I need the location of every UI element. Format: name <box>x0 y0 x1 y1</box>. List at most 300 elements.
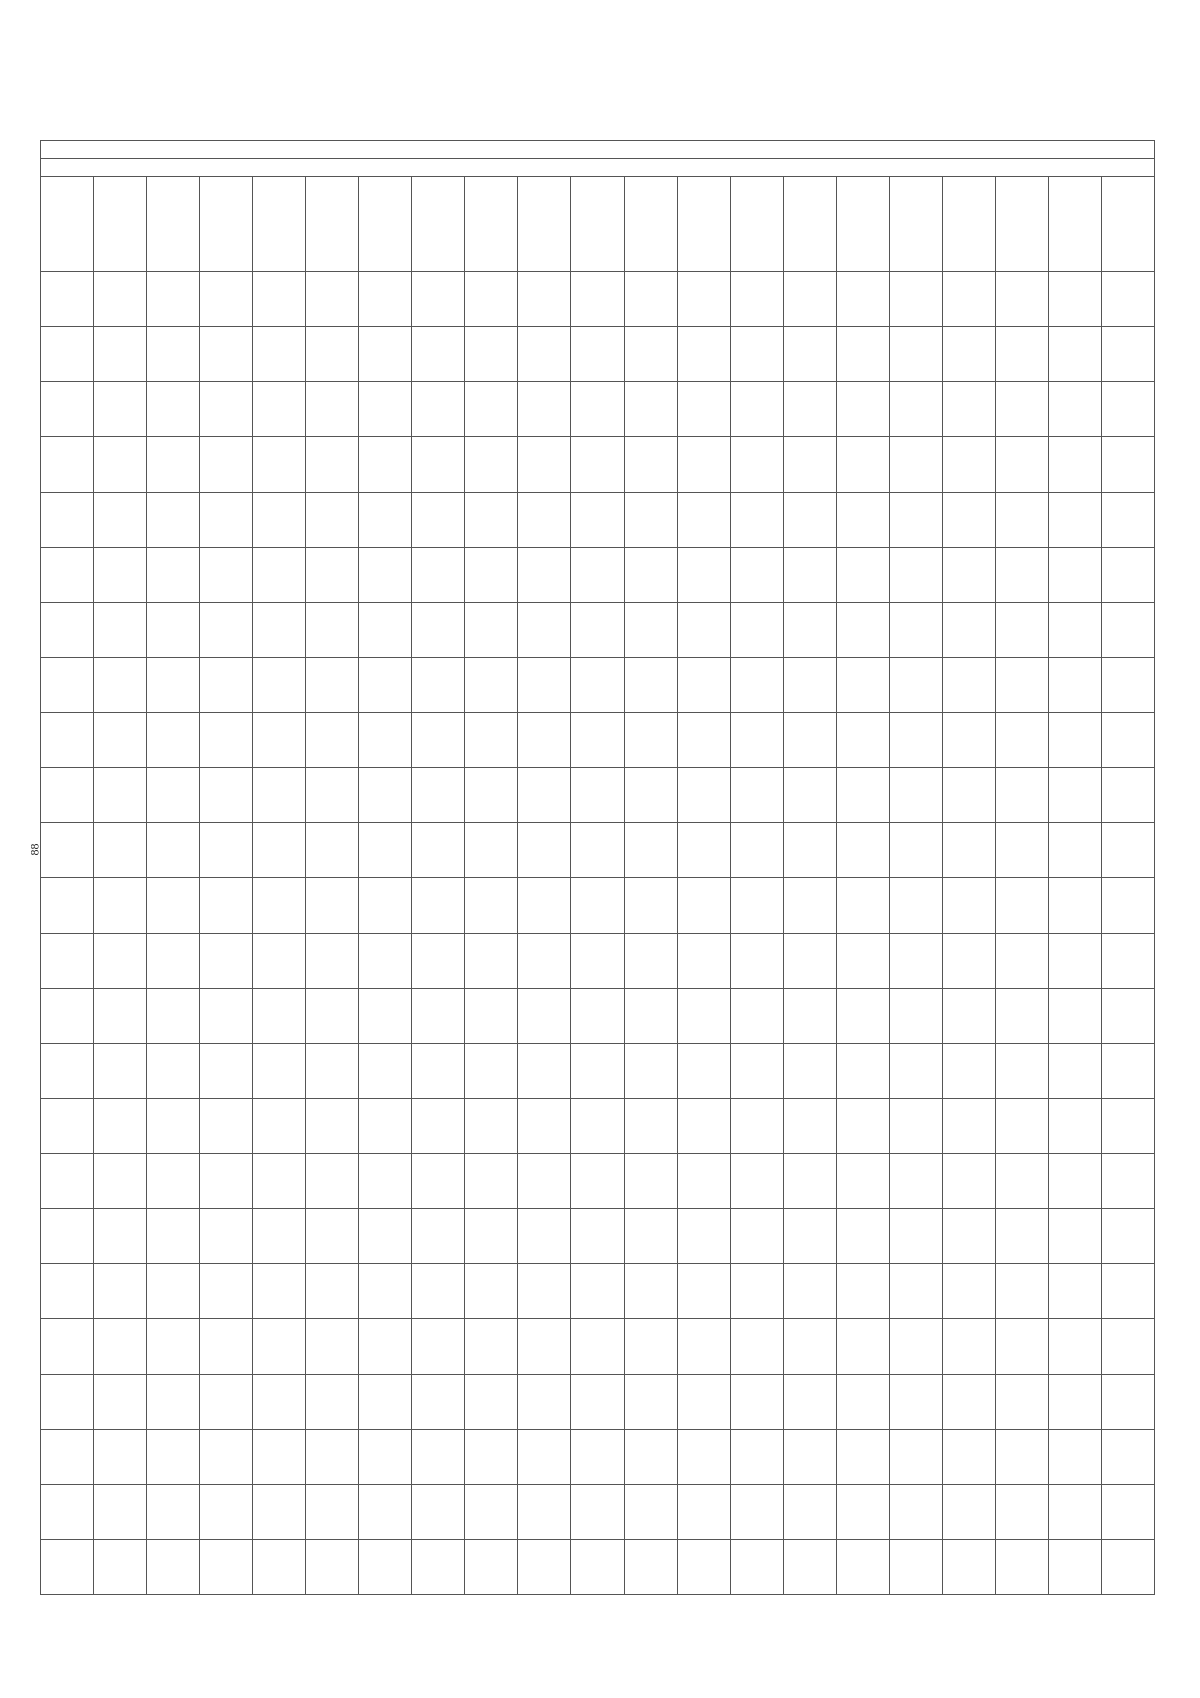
table-title-cell <box>41 141 1155 159</box>
period-cell <box>571 1539 624 1594</box>
period-cell <box>942 1209 995 1264</box>
period-cell <box>783 1484 836 1539</box>
table-cell <box>359 437 412 492</box>
period-cell <box>518 547 571 602</box>
period-cell <box>730 1043 783 1098</box>
period-cell <box>677 327 730 382</box>
period-cell <box>995 272 1048 327</box>
period-cell <box>942 768 995 823</box>
table-cell <box>200 1484 253 1539</box>
period-cell <box>783 768 836 823</box>
period-cell <box>889 933 942 988</box>
period-cell <box>624 878 677 933</box>
period-cell <box>677 492 730 547</box>
period-cell <box>1048 1098 1101 1153</box>
period-cell <box>1101 492 1154 547</box>
period-cell <box>889 437 942 492</box>
table-cell <box>41 878 94 933</box>
period-cell <box>836 1098 889 1153</box>
table-cell <box>412 1098 465 1153</box>
period-cell <box>1101 1374 1154 1429</box>
table-cell <box>253 382 306 437</box>
period-cell <box>677 1539 730 1594</box>
table-cell <box>147 1319 200 1374</box>
table-cell <box>147 547 200 602</box>
period-cell <box>1048 768 1101 823</box>
table-cell <box>41 547 94 602</box>
table-cell <box>412 657 465 712</box>
period-cell <box>571 1098 624 1153</box>
period-cell <box>783 1098 836 1153</box>
period-cell <box>995 768 1048 823</box>
period-header <box>942 177 995 272</box>
table-cell <box>94 382 147 437</box>
table-cell <box>412 272 465 327</box>
period-cell <box>624 1154 677 1209</box>
table-cell <box>147 1154 200 1209</box>
period-cell <box>783 492 836 547</box>
page-number: 88 <box>27 843 42 856</box>
period-cell <box>465 327 518 382</box>
table-cell <box>359 1484 412 1539</box>
table-cell <box>306 1319 359 1374</box>
table-cell <box>41 437 94 492</box>
table-cell <box>306 988 359 1043</box>
period-cell <box>942 713 995 768</box>
table-row <box>41 988 1155 1043</box>
table-cell <box>147 1539 200 1594</box>
table-cell <box>412 768 465 823</box>
column-header <box>41 177 94 272</box>
table-cell <box>412 1209 465 1264</box>
table-cell <box>306 713 359 768</box>
table-cell <box>253 492 306 547</box>
table-row <box>41 327 1155 382</box>
period-cell <box>783 1374 836 1429</box>
table-cell <box>41 768 94 823</box>
table-cell <box>253 1374 306 1429</box>
period-cell <box>571 1319 624 1374</box>
period-cell <box>1048 382 1101 437</box>
period-cell <box>730 1209 783 1264</box>
period-cell <box>1048 657 1101 712</box>
table-cell <box>253 1484 306 1539</box>
period-cell <box>730 1098 783 1153</box>
period-cell <box>730 547 783 602</box>
table-row <box>41 768 1155 823</box>
table-cell <box>41 1319 94 1374</box>
period-cell <box>465 1209 518 1264</box>
period-cell <box>465 1429 518 1484</box>
table-row <box>41 1209 1155 1264</box>
period-cell <box>677 933 730 988</box>
table-cell <box>94 713 147 768</box>
period-cell <box>730 878 783 933</box>
table-cell <box>412 1429 465 1484</box>
period-cell <box>942 1154 995 1209</box>
period-cell <box>889 1209 942 1264</box>
period-cell <box>942 1429 995 1484</box>
period-cell <box>518 878 571 933</box>
period-cell <box>889 713 942 768</box>
table-cell <box>41 1154 94 1209</box>
table-cell <box>147 878 200 933</box>
table-cell <box>147 1098 200 1153</box>
table-cell <box>306 1374 359 1429</box>
period-cell <box>942 547 995 602</box>
period-cell <box>995 1484 1048 1539</box>
period-cell <box>836 768 889 823</box>
period-cell <box>624 1098 677 1153</box>
period-cell <box>1101 1098 1154 1153</box>
period-cell <box>624 382 677 437</box>
period-cell <box>1048 823 1101 878</box>
table-cell <box>412 1154 465 1209</box>
period-cell <box>730 327 783 382</box>
table-cell <box>359 492 412 547</box>
period-cell <box>518 1484 571 1539</box>
column-header <box>147 177 200 272</box>
table-cell <box>306 1539 359 1594</box>
period-cell <box>836 437 889 492</box>
period-cell <box>624 768 677 823</box>
period-cell <box>995 1098 1048 1153</box>
table-cell <box>200 1264 253 1319</box>
table-cell <box>412 1043 465 1098</box>
table-cell <box>306 272 359 327</box>
period-cell <box>1048 437 1101 492</box>
period-cell <box>730 988 783 1043</box>
period-cell <box>836 547 889 602</box>
table-cell <box>253 1264 306 1319</box>
table-cell <box>412 327 465 382</box>
table-cell <box>94 547 147 602</box>
period-cell <box>571 823 624 878</box>
period-cell <box>1048 327 1101 382</box>
table-cell <box>94 1209 147 1264</box>
table-cell <box>147 1374 200 1429</box>
period-cell <box>942 1539 995 1594</box>
table-cell <box>94 602 147 657</box>
table-cell <box>412 823 465 878</box>
period-cell <box>465 1098 518 1153</box>
period-cell <box>465 547 518 602</box>
table-cell <box>306 1484 359 1539</box>
period-cell <box>465 1319 518 1374</box>
period-cell <box>836 272 889 327</box>
period-cell <box>1048 272 1101 327</box>
table-cell <box>94 1043 147 1098</box>
table-cell <box>147 1209 200 1264</box>
table-cell <box>359 1098 412 1153</box>
period-header <box>1048 177 1101 272</box>
period-cell <box>836 878 889 933</box>
period-cell <box>1101 933 1154 988</box>
table-cell <box>41 988 94 1043</box>
period-cell <box>677 1264 730 1319</box>
period-cell <box>624 1539 677 1594</box>
table-cell <box>412 1319 465 1374</box>
table-cell <box>412 1539 465 1594</box>
period-cell <box>1101 878 1154 933</box>
period-cell <box>465 933 518 988</box>
table-cell <box>41 1098 94 1153</box>
table-cell <box>200 547 253 602</box>
period-cell <box>889 1374 942 1429</box>
table-cell <box>147 272 200 327</box>
table-row <box>41 1319 1155 1374</box>
table-cell <box>412 933 465 988</box>
period-cell <box>995 713 1048 768</box>
table-cell <box>41 1429 94 1484</box>
period-cell <box>995 823 1048 878</box>
period-cell <box>624 1043 677 1098</box>
period-cell <box>677 1374 730 1429</box>
period-cell <box>942 272 995 327</box>
table-cell <box>359 327 412 382</box>
period-cell <box>836 657 889 712</box>
period-cell <box>1101 1429 1154 1484</box>
period-cell <box>1101 657 1154 712</box>
column-header <box>306 177 359 272</box>
period-cell <box>571 1043 624 1098</box>
period-cell <box>677 1043 730 1098</box>
table-cell <box>41 1374 94 1429</box>
table-row <box>41 1539 1155 1594</box>
period-header <box>730 177 783 272</box>
table-cell <box>41 1539 94 1594</box>
period-cell <box>1048 713 1101 768</box>
period-cell <box>677 272 730 327</box>
period-cell <box>571 933 624 988</box>
period-cell <box>836 933 889 988</box>
table-cell <box>200 1209 253 1264</box>
table-cell <box>147 1484 200 1539</box>
period-cell <box>730 713 783 768</box>
period-cell <box>942 1264 995 1319</box>
table-cell <box>359 1043 412 1098</box>
period-cell <box>889 382 942 437</box>
table-cell <box>253 1539 306 1594</box>
period-cell <box>1101 1484 1154 1539</box>
period-cell <box>783 713 836 768</box>
period-cell <box>571 1374 624 1429</box>
period-cell <box>1048 1429 1101 1484</box>
period-cell <box>783 382 836 437</box>
table-cell <box>412 547 465 602</box>
period-cell <box>836 327 889 382</box>
period-cell <box>518 1539 571 1594</box>
period-cell <box>836 1154 889 1209</box>
period-cell <box>677 988 730 1043</box>
table-cell <box>41 272 94 327</box>
table-cell <box>253 1098 306 1153</box>
period-cell <box>942 878 995 933</box>
table-cell <box>306 1264 359 1319</box>
period-cell <box>465 768 518 823</box>
period-header <box>677 177 730 272</box>
period-cell <box>465 1264 518 1319</box>
period-header <box>624 177 677 272</box>
table-row <box>41 272 1155 327</box>
table-cell <box>253 657 306 712</box>
table-cell <box>94 272 147 327</box>
table-cell <box>41 933 94 988</box>
table-cell <box>41 823 94 878</box>
period-cell <box>518 823 571 878</box>
table-cell <box>359 768 412 823</box>
table-cell <box>306 1154 359 1209</box>
table-cell <box>306 768 359 823</box>
table-cell <box>200 602 253 657</box>
period-cell <box>677 602 730 657</box>
period-cell <box>889 878 942 933</box>
period-cell <box>624 1429 677 1484</box>
period-cell <box>518 437 571 492</box>
table-cell <box>359 272 412 327</box>
period-cell <box>677 823 730 878</box>
period-cell <box>624 1484 677 1539</box>
table-row <box>41 933 1155 988</box>
period-cell <box>518 1209 571 1264</box>
table-cell <box>306 547 359 602</box>
period-cell <box>783 1264 836 1319</box>
period-cell <box>889 768 942 823</box>
table-cell <box>200 713 253 768</box>
table-cell <box>306 823 359 878</box>
table-cell <box>41 713 94 768</box>
table-cell <box>306 1098 359 1153</box>
table-cell <box>200 878 253 933</box>
period-cell <box>836 1264 889 1319</box>
period-cell <box>1101 823 1154 878</box>
table-cell <box>306 327 359 382</box>
table-cell <box>94 492 147 547</box>
table-cell <box>147 713 200 768</box>
table-cell <box>200 1098 253 1153</box>
period-cell <box>1101 1209 1154 1264</box>
period-cell <box>571 272 624 327</box>
period-cell <box>730 272 783 327</box>
period-cell <box>571 768 624 823</box>
period-cell <box>730 768 783 823</box>
table-cell <box>359 1319 412 1374</box>
period-cell <box>518 988 571 1043</box>
period-cell <box>889 1429 942 1484</box>
table-cell <box>412 492 465 547</box>
table-cell <box>94 1319 147 1374</box>
table-row <box>41 1098 1155 1153</box>
period-cell <box>1101 1319 1154 1374</box>
table-cell <box>41 657 94 712</box>
period-cell <box>465 1043 518 1098</box>
period-cell <box>730 1539 783 1594</box>
table-cell <box>253 1319 306 1374</box>
table-row <box>41 878 1155 933</box>
period-cell <box>677 1429 730 1484</box>
table-cell <box>253 878 306 933</box>
table-cell <box>94 1264 147 1319</box>
period-cell <box>1101 1154 1154 1209</box>
period-cell <box>730 933 783 988</box>
table-cell <box>359 823 412 878</box>
table-cell <box>41 492 94 547</box>
period-cell <box>677 437 730 492</box>
period-cell <box>889 492 942 547</box>
period-header <box>571 177 624 272</box>
period-cell <box>1048 1209 1101 1264</box>
period-cell <box>836 1043 889 1098</box>
table-cell <box>147 768 200 823</box>
period-cell <box>942 1319 995 1374</box>
table-cell <box>147 327 200 382</box>
table-cell <box>306 933 359 988</box>
period-cell <box>730 382 783 437</box>
table-cell <box>359 382 412 437</box>
period-cell <box>942 382 995 437</box>
table-cell <box>147 492 200 547</box>
table-cell <box>200 768 253 823</box>
table-cell <box>94 1154 147 1209</box>
period-cell <box>889 327 942 382</box>
period-cell <box>571 382 624 437</box>
period-cell <box>1048 1539 1101 1594</box>
period-cell <box>730 1484 783 1539</box>
period-cell <box>624 1209 677 1264</box>
table-cell <box>412 1484 465 1539</box>
table-cell <box>306 878 359 933</box>
table-cell <box>41 1264 94 1319</box>
period-header <box>518 177 571 272</box>
period-cell <box>465 382 518 437</box>
table-cell <box>94 988 147 1043</box>
table-cell <box>147 437 200 492</box>
period-cell <box>889 602 942 657</box>
period-cell <box>1101 1043 1154 1098</box>
period-cell <box>624 1319 677 1374</box>
table-cell <box>412 382 465 437</box>
period-cell <box>624 933 677 988</box>
table-cell <box>200 382 253 437</box>
table-cell <box>147 1043 200 1098</box>
column-header <box>359 177 412 272</box>
period-cell <box>571 878 624 933</box>
period-cell <box>889 1484 942 1539</box>
period-cell <box>1101 437 1154 492</box>
period-cell <box>1101 768 1154 823</box>
period-cell <box>836 823 889 878</box>
period-cell <box>1048 1043 1101 1098</box>
period-cell <box>571 492 624 547</box>
table-row <box>41 547 1155 602</box>
period-cell <box>465 878 518 933</box>
table-cell <box>359 933 412 988</box>
period-cell <box>995 547 1048 602</box>
period-cell <box>783 437 836 492</box>
table-cell <box>412 713 465 768</box>
repair-schedule-table <box>40 140 1155 1595</box>
period-cell <box>518 1098 571 1153</box>
table-row <box>41 1429 1155 1484</box>
table-cell <box>94 878 147 933</box>
period-cell <box>783 1043 836 1098</box>
table-cell <box>253 437 306 492</box>
table-cell <box>147 823 200 878</box>
period-cell <box>783 1154 836 1209</box>
column-header <box>253 177 306 272</box>
table-cell <box>41 602 94 657</box>
period-cell <box>942 327 995 382</box>
